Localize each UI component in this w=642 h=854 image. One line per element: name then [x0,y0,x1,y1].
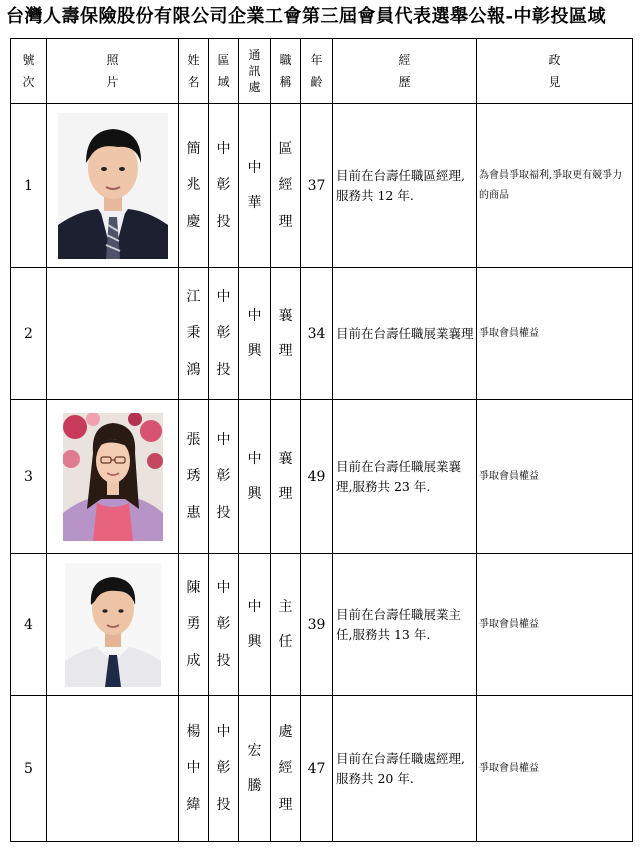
candidate-photo [47,554,179,696]
candidate-age: 37 [301,104,333,268]
candidate-photo [47,268,179,400]
header-photo: 照 片 [47,39,179,104]
candidate-number: 5 [11,696,47,842]
candidate-district: 中 彰 投 [209,104,239,268]
header-policy: 政 見 [477,39,633,104]
candidate-age: 34 [301,268,333,400]
candidate-number: 3 [11,400,47,554]
table-row [11,554,633,696]
candidate-position: 襄 理 [271,268,301,400]
candidate-name: 簡 兆 慶 [179,104,209,268]
candidate-experience: 目前在台壽任職展業襄理,服務共 23 年. [333,400,477,554]
candidate-policy: 爭取會員權益 [477,400,633,554]
candidate-position: 區 經 理 [271,104,301,268]
candidate-district: 中 彰 投 [209,268,239,400]
header-office: 通 訊 處 [239,39,271,104]
portrait-photo [63,413,163,541]
header-row [11,39,633,104]
candidate-policy: 爭取會員權益 [477,554,633,696]
header-district: 區 域 [209,39,239,104]
candidate-name: 楊 中 緯 [179,696,209,842]
candidate-photo [47,104,179,268]
candidate-policy: 為會員爭取福利,爭取更有競爭力的商品 [477,104,633,268]
candidate-position: 襄 理 [271,400,301,554]
header-experience: 經 歷 [333,39,477,104]
candidate-table [10,38,633,842]
candidate-experience: 目前在台壽任職區經理,服務共 12 年. [333,104,477,268]
candidate-name: 張 琇 惠 [179,400,209,554]
candidate-age: 39 [301,554,333,696]
table-row [11,268,633,400]
candidate-office: 宏 騰 [239,696,271,842]
candidate-name: 江 秉 鴻 [179,268,209,400]
portrait-photo [58,113,168,259]
portrait-photo [65,563,161,687]
table-row [11,696,633,842]
candidate-office: 中 興 [239,554,271,696]
header-no: 號 次 [11,39,47,104]
candidate-office: 中 興 [239,268,271,400]
candidate-policy: 爭取會員權益 [477,696,633,842]
candidate-age: 47 [301,696,333,842]
candidate-experience: 目前在台壽任職展業襄理 [333,268,477,400]
candidate-position: 主 任 [271,554,301,696]
candidate-photo [47,696,179,842]
candidate-position: 處 經 理 [271,696,301,842]
candidate-office: 中 華 [239,104,271,268]
candidate-district: 中 彰 投 [209,554,239,696]
header-name: 姓 名 [179,39,209,104]
candidate-name: 陳 勇 成 [179,554,209,696]
header-position: 職 稱 [271,39,301,104]
candidate-district: 中 彰 投 [209,696,239,842]
candidate-age: 49 [301,400,333,554]
candidate-experience: 目前在台壽任職處經理,服務共 20 年. [333,696,477,842]
candidate-office: 中 興 [239,400,271,554]
candidate-number: 2 [11,268,47,400]
table-row [11,104,633,268]
candidate-policy: 爭取會員權益 [477,268,633,400]
candidate-experience: 目前在台壽任職展業主任,服務共 13 年. [333,554,477,696]
candidate-number: 1 [11,104,47,268]
bulletin-title: 台灣人壽保險股份有限公司企業工會第三屆會員代表選舉公報-中彰投區域 [6,6,606,27]
candidate-district: 中 彰 投 [209,400,239,554]
candidate-photo [47,400,179,554]
candidate-number: 4 [11,554,47,696]
header-age: 年 齡 [301,39,333,104]
table-row [11,400,633,554]
